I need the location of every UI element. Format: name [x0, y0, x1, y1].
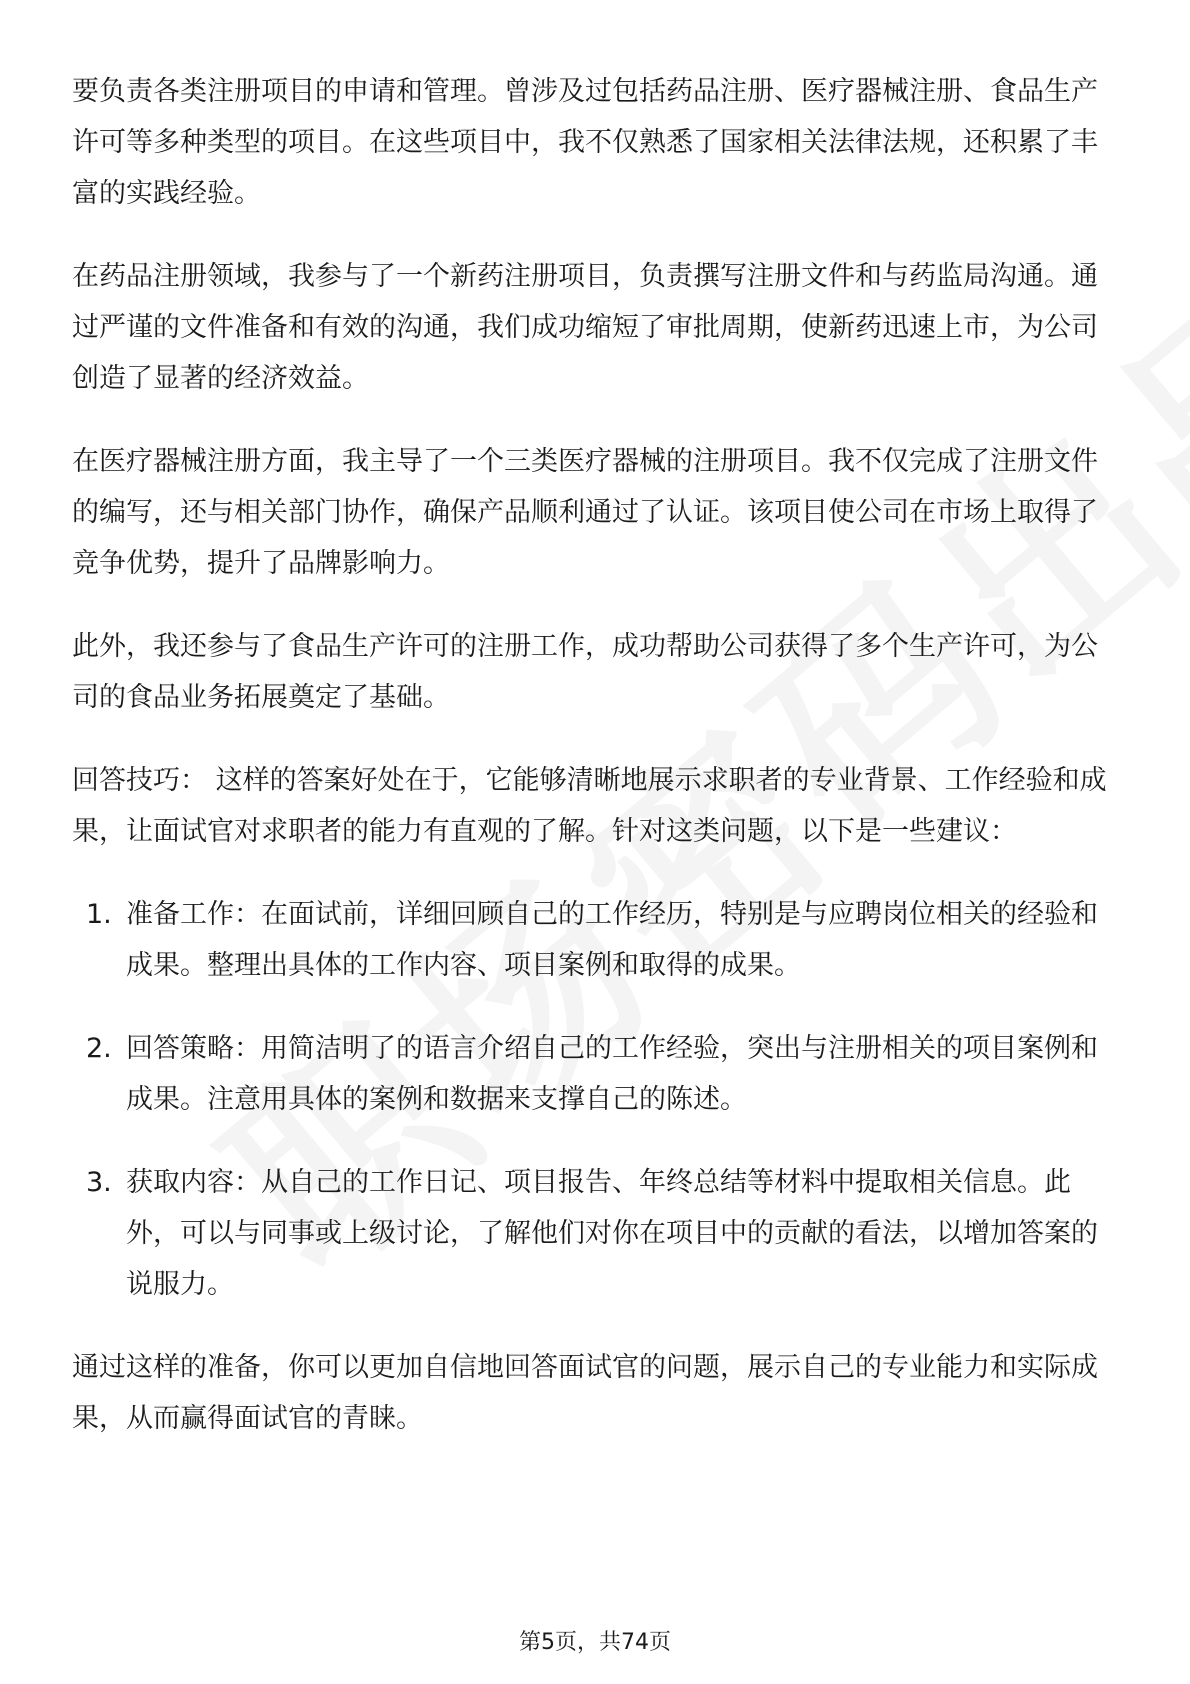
list-item-text: 准备工作：在面试前，详细回顾自己的工作经历，特别是与应聘岗位相关的经验和成果。整理出具体的工作内容、项目案例和取得的成果。 [126, 899, 1098, 981]
list-item-text: 回答策略：用简洁明了的语言介绍自己的工作经验，突出与注册相关的项目案例和成果。注意用具体的案例和数据来支撑自己的陈述。 [126, 1033, 1098, 1115]
list-item-number: 3. [86, 1167, 112, 1198]
list-item-number: 2. [86, 1033, 112, 1064]
list-item [72, 1023, 1122, 1125]
document-body [72, 66, 1122, 1476]
paragraph-answer-tips: 回答技巧： 这样的答案好处在于，它能够清晰地展示求职者的专业背景、工作经验和成果，让面试官对求职者的能力有直观的了解。针对这类问题，以下是一些建议： [72, 765, 1107, 847]
list-item-text: 获取内容：从自己的工作日记、项目报告、年终总结等材料中提取相关信息。此外，可以与同事或上级讨论，了解他们对你在项目中的贡献的看法，以增加答案的说服力。 [126, 1167, 1098, 1300]
paragraph-drug-registration: 在药品注册领域，我参与了一个新药注册项目，负责撰写注册文件和与药监局沟通。通过严谨的文件准备和有效的沟通，我们成功缩短了审批周期，使新药迅速上市，为公司创造了显著的经济效益。 [72, 261, 1098, 394]
list-item [72, 889, 1122, 991]
paragraph-food-license: 此外，我还参与了食品生产许可的注册工作，成功帮助公司获得了多个生产许可，为公司的食品业务拓展奠定了基础。 [72, 631, 1098, 713]
list-item-number: 1. [86, 899, 112, 930]
paragraph-conclusion: 通过这样的准备，你可以更加自信地回答面试官的问题，展示自己的专业能力和实际成果，从而赢得面试官的青睐。 [72, 1352, 1098, 1434]
paragraph-intro: 要负责各类注册项目的申请和管理。曾涉及过包括药品注册、医疗器械注册、食品生产许可等多种类型的项目。在这些项目中，我不仅熟悉了国家相关法律法规，还积累了丰富的实践经验。 [72, 76, 1098, 209]
page-number-footer: 第5页，共74页 [519, 1630, 671, 1655]
paragraph-device-registration: 在医疗器械注册方面，我主导了一个三类医疗器械的注册项目。我不仅完成了注册文件的编写，还与相关部门协作，确保产品顺利通过了认证。该项目使公司在市场上取得了竞争优势，提升了品牌影响力。 [72, 446, 1098, 579]
list-item [72, 1157, 1122, 1310]
